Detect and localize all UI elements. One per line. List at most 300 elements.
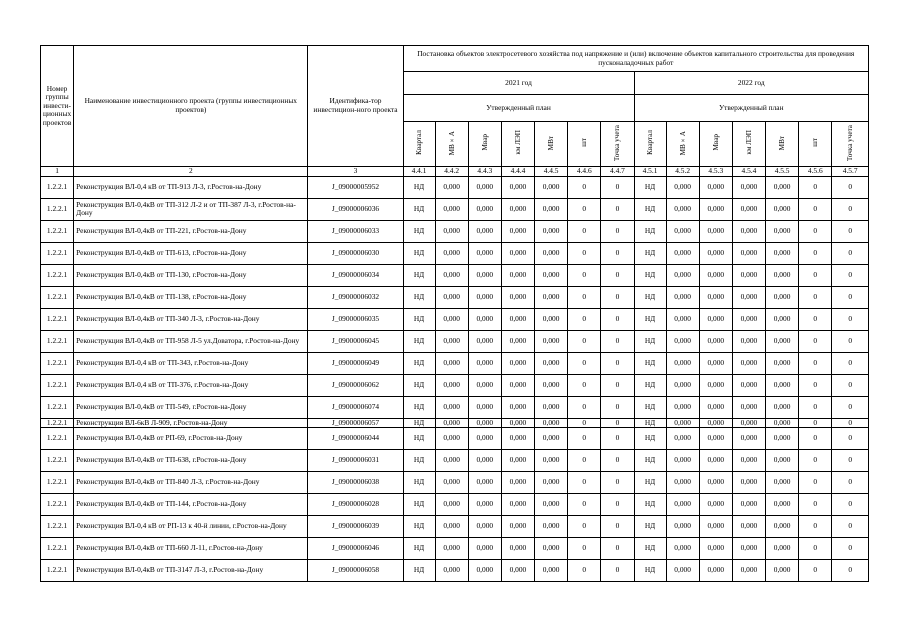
unit-header-label: Мвар <box>480 134 489 151</box>
table-row <box>41 242 869 264</box>
quarter-2022-cell: НД <box>634 428 666 450</box>
quarter-2022-cell: НД <box>634 516 666 538</box>
unit-header-2022-3 <box>732 122 765 167</box>
value-2022-cell: 0 <box>832 308 869 330</box>
value-2021-cell: 0,000 <box>501 396 534 418</box>
value-2022-cell: 0 <box>799 538 832 560</box>
column-number: 4.4.7 <box>601 167 634 177</box>
value-2021-cell: 0 <box>601 538 634 560</box>
value-2022-cell: 0 <box>799 198 832 220</box>
value-2022-cell: 0,000 <box>732 396 765 418</box>
project-name-cell: Реконструкция ВЛ-0,4кВ от РП-69, г.Ростов-на-Дону <box>74 428 308 450</box>
group-number-cell: 1.2.2.1 <box>41 330 74 352</box>
quarter-2022-cell: НД <box>634 396 666 418</box>
value-2022-cell: 0,000 <box>666 560 699 582</box>
value-2021-cell: 0,000 <box>468 538 501 560</box>
value-2021-cell: 0,000 <box>501 176 534 198</box>
value-2022-cell: 0,000 <box>732 428 765 450</box>
value-2021-cell: 0,000 <box>468 242 501 264</box>
project-name-cell: Реконструкция ВЛ-0,4 кВ от ТП-913 Л-3, г.Ростов-на-Дону <box>74 176 308 198</box>
value-2022-cell: 0 <box>799 494 832 516</box>
value-2021-cell: 0 <box>568 330 601 352</box>
group-number-cell: 1.2.2.1 <box>41 472 74 494</box>
quarter-2022-cell: НД <box>634 264 666 286</box>
unit-header-2022-4 <box>766 122 799 167</box>
table-row <box>41 538 869 560</box>
value-2021-cell: 0,000 <box>435 418 468 428</box>
project-name-cell: Реконструкция ВЛ-0,4кВ от ТП-340 Л-3, г.Ростов-на-Дону <box>74 308 308 330</box>
table-row <box>41 264 869 286</box>
quarter-2022-cell: НД <box>634 220 666 242</box>
group-number-cell: 1.2.2.1 <box>41 560 74 582</box>
value-2021-cell: 0,000 <box>535 560 568 582</box>
table-row <box>41 560 869 582</box>
value-2021-cell: 0,000 <box>501 516 534 538</box>
value-2022-cell: 0,000 <box>732 352 765 374</box>
value-2022-cell: 0,000 <box>732 330 765 352</box>
project-name-cell: Реконструкция ВЛ-0,4кВ от ТП-3147 Л-3, г.Ростов-на-Дону <box>74 560 308 582</box>
value-2021-cell: 0,000 <box>501 352 534 374</box>
header-plan-2022: Утвержденный план <box>634 95 869 122</box>
header-project-name: Наименование инвестиционного проекта (группы инвестиционных проектов) <box>74 46 308 167</box>
project-name-cell: Реконструкция ВЛ-0,4кВ от ТП-613, г.Ростов-на-Дону <box>74 242 308 264</box>
value-2022-cell: 0,000 <box>699 560 732 582</box>
column-number: 4.4.1 <box>403 167 435 177</box>
value-2021-cell: 0 <box>601 396 634 418</box>
column-number: 3 <box>308 167 403 177</box>
project-name-cell: Реконструкция ВЛ-0,4кВ от ТП-130, г.Ростов-на-Дону <box>74 264 308 286</box>
value-2021-cell: 0 <box>568 286 601 308</box>
value-2021-cell: 0,000 <box>435 538 468 560</box>
quarter-2022-cell: НД <box>634 374 666 396</box>
quarter-2022-cell: НД <box>634 198 666 220</box>
quarter-2022-cell: НД <box>634 286 666 308</box>
header-main-title: Постановка объектов электросетевого хозяйства под напряжение и (или) включение объектов капитального строительства для проведения пусконаладочных работ <box>403 46 868 72</box>
group-number-cell: 1.2.2.1 <box>41 428 74 450</box>
value-2021-cell: 0,000 <box>501 472 534 494</box>
quarter-2022-cell: НД <box>634 494 666 516</box>
value-2022-cell: 0,000 <box>766 538 799 560</box>
header-row-title <box>41 46 869 72</box>
value-2022-cell: 0 <box>832 286 869 308</box>
value-2022-cell: 0,000 <box>699 308 732 330</box>
project-id-cell: J_09000006049 <box>308 352 403 374</box>
value-2022-cell: 0 <box>832 472 869 494</box>
unit-header-label: км ЛЭП <box>513 130 522 156</box>
value-2022-cell: 0,000 <box>699 264 732 286</box>
unit-header-2022-5 <box>799 122 832 167</box>
value-2022-cell: 0,000 <box>666 396 699 418</box>
value-2021-cell: 0 <box>601 428 634 450</box>
value-2022-cell: 0,000 <box>666 176 699 198</box>
value-2021-cell: 0,000 <box>468 560 501 582</box>
value-2021-cell: 0,000 <box>435 352 468 374</box>
group-number-cell: 1.2.2.1 <box>41 286 74 308</box>
value-2022-cell: 0,000 <box>732 516 765 538</box>
value-2022-cell: 0,000 <box>699 450 732 472</box>
value-2022-cell: 0,000 <box>732 472 765 494</box>
value-2022-cell: 0,000 <box>766 242 799 264</box>
value-2021-cell: 0 <box>568 538 601 560</box>
value-2022-cell: 0,000 <box>766 516 799 538</box>
table-row <box>41 286 869 308</box>
project-id-cell: J_09000006038 <box>308 472 403 494</box>
value-2022-cell: 0,000 <box>732 176 765 198</box>
value-2021-cell: 0 <box>568 352 601 374</box>
value-2021-cell: 0,000 <box>435 286 468 308</box>
value-2022-cell: 0 <box>832 352 869 374</box>
quarter-2021-cell: НД <box>403 472 435 494</box>
value-2021-cell: 0,000 <box>435 176 468 198</box>
value-2022-cell: 0,000 <box>732 242 765 264</box>
unit-header-label: Точка учета <box>846 124 855 161</box>
header-project-id: Идентифика-тор инвестицион-ного проекта <box>308 46 403 167</box>
value-2022-cell: 0,000 <box>666 264 699 286</box>
value-2022-cell: 0,000 <box>699 428 732 450</box>
project-id-cell: J_09000006028 <box>308 494 403 516</box>
value-2021-cell: 0,000 <box>435 308 468 330</box>
unit-header-label: МВ×А <box>447 130 456 155</box>
value-2022-cell: 0,000 <box>699 352 732 374</box>
quarter-2021-cell: НД <box>403 516 435 538</box>
project-name-cell: Реконструкция ВЛ-0,4кВ от ТП-138, г.Ростов-на-Дону <box>74 286 308 308</box>
value-2022-cell: 0,000 <box>699 494 732 516</box>
quarter-2021-cell: НД <box>403 450 435 472</box>
value-2022-cell: 0,000 <box>732 264 765 286</box>
value-2021-cell: 0 <box>601 308 634 330</box>
project-id-cell: J_09000006032 <box>308 286 403 308</box>
value-2022-cell: 0 <box>799 286 832 308</box>
value-2022-cell: 0 <box>832 176 869 198</box>
value-2022-cell: 0,000 <box>732 220 765 242</box>
table-row <box>41 494 869 516</box>
value-2021-cell: 0,000 <box>435 450 468 472</box>
value-2021-cell: 0,000 <box>468 352 501 374</box>
value-2022-cell: 0,000 <box>766 198 799 220</box>
project-name-cell: Реконструкция ВЛ-0,4кВ от ТП-958 Л-5 ул.Доватора, г.Ростов-на-Дону <box>74 330 308 352</box>
header-group-number: Номер группы инвести-ционных проектов <box>41 46 74 167</box>
project-id-cell: J_09000006057 <box>308 418 403 428</box>
value-2022-cell: 0 <box>832 264 869 286</box>
group-number-cell: 1.2.2.1 <box>41 220 74 242</box>
value-2022-cell: 0,000 <box>732 374 765 396</box>
value-2021-cell: 0 <box>568 176 601 198</box>
table-row <box>41 450 869 472</box>
value-2021-cell: 0,000 <box>535 450 568 472</box>
value-2021-cell: 0,000 <box>501 494 534 516</box>
value-2021-cell: 0,000 <box>535 330 568 352</box>
value-2022-cell: 0,000 <box>666 516 699 538</box>
group-number-cell: 1.2.2.1 <box>41 396 74 418</box>
value-2022-cell: 0 <box>832 538 869 560</box>
group-number-cell: 1.2.2.1 <box>41 418 74 428</box>
value-2022-cell: 0 <box>832 220 869 242</box>
document-page <box>40 45 869 582</box>
quarter-2021-cell: НД <box>403 176 435 198</box>
value-2021-cell: 0,000 <box>501 286 534 308</box>
value-2021-cell: 0,000 <box>535 242 568 264</box>
value-2021-cell: 0 <box>601 264 634 286</box>
value-2021-cell: 0,000 <box>501 198 534 220</box>
quarter-2021-cell: НД <box>403 242 435 264</box>
value-2021-cell: 0,000 <box>468 264 501 286</box>
value-2021-cell: 0 <box>601 176 634 198</box>
quarter-2022-cell: НД <box>634 242 666 264</box>
column-number: 2 <box>74 167 308 177</box>
value-2021-cell: 0 <box>568 516 601 538</box>
value-2021-cell: 0,000 <box>535 428 568 450</box>
value-2021-cell: 0 <box>568 450 601 472</box>
table-row <box>41 198 869 220</box>
unit-header-2022-6 <box>832 122 869 167</box>
value-2022-cell: 0 <box>799 450 832 472</box>
quarter-2021-cell: НД <box>403 308 435 330</box>
value-2022-cell: 0,000 <box>732 198 765 220</box>
quarter-2021-cell: НД <box>403 374 435 396</box>
project-name-cell: Реконструкция ВЛ-0,4 кВ от ТП-343, г.Ростов-на-Дону <box>74 352 308 374</box>
value-2022-cell: 0,000 <box>699 330 732 352</box>
quarter-2021-cell: НД <box>403 494 435 516</box>
table-row <box>41 330 869 352</box>
value-2021-cell: 0,000 <box>468 308 501 330</box>
value-2021-cell: 0 <box>568 264 601 286</box>
table-row <box>41 418 869 428</box>
value-2022-cell: 0 <box>799 308 832 330</box>
value-2022-cell: 0 <box>832 198 869 220</box>
value-2022-cell: 0 <box>799 242 832 264</box>
project-id-cell: J_09000006034 <box>308 264 403 286</box>
project-name-cell: Реконструкция ВЛ-0,4кВ от ТП-221, г.Ростов-на-Дону <box>74 220 308 242</box>
quarter-2021-cell: НД <box>403 418 435 428</box>
quarter-2021-cell: НД <box>403 330 435 352</box>
value-2021-cell: 0 <box>601 560 634 582</box>
project-id-cell: J_09000006062 <box>308 374 403 396</box>
value-2021-cell: 0,000 <box>535 516 568 538</box>
value-2022-cell: 0,000 <box>666 286 699 308</box>
unit-header-label: МВт <box>547 135 556 150</box>
value-2021-cell: 0 <box>568 428 601 450</box>
value-2021-cell: 0,000 <box>468 450 501 472</box>
group-number-cell: 1.2.2.1 <box>41 538 74 560</box>
quarter-2021-cell: НД <box>403 220 435 242</box>
value-2022-cell: 0,000 <box>732 560 765 582</box>
quarter-2021-cell: НД <box>403 198 435 220</box>
group-number-cell: 1.2.2.1 <box>41 242 74 264</box>
value-2022-cell: 0,000 <box>732 450 765 472</box>
value-2022-cell: 0,000 <box>699 516 732 538</box>
unit-header-label: шт <box>811 138 820 148</box>
group-number-cell: 1.2.2.1 <box>41 308 74 330</box>
header-year-2021: 2021 год <box>403 72 634 95</box>
unit-header-label: Мвар <box>711 134 720 151</box>
project-name-cell: Реконструкция ВЛ-0,4кВ от ТП-144, г.Ростов-на-Дону <box>74 494 308 516</box>
value-2022-cell: 0 <box>832 428 869 450</box>
value-2022-cell: 0,000 <box>699 418 732 428</box>
value-2021-cell: 0 <box>601 220 634 242</box>
unit-header-2021-2 <box>468 122 501 167</box>
unit-header-2022-0 <box>634 122 666 167</box>
unit-header-label: Квартал <box>415 130 424 156</box>
value-2021-cell: 0,000 <box>535 308 568 330</box>
value-2022-cell: 0,000 <box>699 220 732 242</box>
value-2021-cell: 0,000 <box>535 538 568 560</box>
value-2022-cell: 0,000 <box>766 176 799 198</box>
value-2022-cell: 0,000 <box>766 494 799 516</box>
project-id-cell: J_09000006033 <box>308 220 403 242</box>
value-2021-cell: 0,000 <box>468 176 501 198</box>
value-2022-cell: 0,000 <box>666 198 699 220</box>
project-name-cell: Реконструкция ВЛ-0,4кВ от ТП-638, г.Ростов-на-Дону <box>74 450 308 472</box>
column-number: 4.5.3 <box>699 167 732 177</box>
value-2022-cell: 0 <box>832 418 869 428</box>
value-2022-cell: 0 <box>799 428 832 450</box>
value-2021-cell: 0,000 <box>468 494 501 516</box>
project-name-cell: Реконструкция ВЛ-0,4кВ от ТП-549, г.Ростов-на-Дону <box>74 396 308 418</box>
column-number: 4.5.5 <box>766 167 799 177</box>
value-2022-cell: 0,000 <box>666 472 699 494</box>
value-2021-cell: 0,000 <box>468 286 501 308</box>
value-2022-cell: 0,000 <box>699 242 732 264</box>
quarter-2022-cell: НД <box>634 308 666 330</box>
value-2021-cell: 0,000 <box>435 494 468 516</box>
value-2021-cell: 0,000 <box>468 428 501 450</box>
value-2021-cell: 0,000 <box>435 374 468 396</box>
table-row <box>41 220 869 242</box>
project-id-cell: J_09000006036 <box>308 198 403 220</box>
value-2021-cell: 0,000 <box>501 308 534 330</box>
value-2022-cell: 0,000 <box>666 242 699 264</box>
value-2021-cell: 0,000 <box>468 472 501 494</box>
value-2022-cell: 0 <box>832 494 869 516</box>
value-2022-cell: 0,000 <box>732 418 765 428</box>
unit-header-2021-5 <box>568 122 601 167</box>
value-2022-cell: 0 <box>799 352 832 374</box>
table-row <box>41 516 869 538</box>
value-2021-cell: 0 <box>601 198 634 220</box>
value-2022-cell: 0,000 <box>766 396 799 418</box>
value-2021-cell: 0,000 <box>535 472 568 494</box>
value-2021-cell: 0,000 <box>501 450 534 472</box>
value-2021-cell: 0,000 <box>468 516 501 538</box>
group-number-cell: 1.2.2.1 <box>41 516 74 538</box>
project-id-cell: J_09000006045 <box>308 330 403 352</box>
value-2022-cell: 0,000 <box>732 538 765 560</box>
value-2022-cell: 0 <box>799 472 832 494</box>
table-row <box>41 472 869 494</box>
quarter-2022-cell: НД <box>634 418 666 428</box>
value-2022-cell: 0 <box>832 396 869 418</box>
quarter-2022-cell: НД <box>634 330 666 352</box>
value-2022-cell: 0,000 <box>699 176 732 198</box>
value-2021-cell: 0,000 <box>435 428 468 450</box>
project-id-cell: J_09000006035 <box>308 308 403 330</box>
value-2021-cell: 0,000 <box>535 494 568 516</box>
value-2021-cell: 0,000 <box>501 264 534 286</box>
value-2021-cell: 0,000 <box>535 198 568 220</box>
header-year-2022: 2022 год <box>634 72 869 95</box>
column-number: 4.5.6 <box>799 167 832 177</box>
value-2022-cell: 0,000 <box>666 352 699 374</box>
value-2022-cell: 0 <box>832 450 869 472</box>
project-id-cell: J_09000006031 <box>308 450 403 472</box>
project-name-cell: Реконструкция ВЛ-6кВ Л-909, г.Ростов-на-Дону <box>74 418 308 428</box>
value-2021-cell: 0,000 <box>435 198 468 220</box>
value-2021-cell: 0 <box>601 374 634 396</box>
column-number: 4.5.2 <box>666 167 699 177</box>
value-2021-cell: 0 <box>568 242 601 264</box>
value-2022-cell: 0,000 <box>666 374 699 396</box>
project-id-cell: J_09000006074 <box>308 396 403 418</box>
quarter-2021-cell: НД <box>403 560 435 582</box>
quarter-2021-cell: НД <box>403 286 435 308</box>
value-2021-cell: 0 <box>568 396 601 418</box>
group-number-cell: 1.2.2.1 <box>41 352 74 374</box>
quarter-2022-cell: НД <box>634 538 666 560</box>
value-2022-cell: 0 <box>799 516 832 538</box>
value-2022-cell: 0 <box>832 330 869 352</box>
table-row <box>41 428 869 450</box>
value-2022-cell: 0,000 <box>732 494 765 516</box>
value-2022-cell: 0,000 <box>766 286 799 308</box>
column-number: 4.4.3 <box>468 167 501 177</box>
value-2021-cell: 0,000 <box>501 330 534 352</box>
value-2021-cell: 0,000 <box>435 220 468 242</box>
quarter-2022-cell: НД <box>634 176 666 198</box>
value-2022-cell: 0,000 <box>699 198 732 220</box>
value-2021-cell: 0,000 <box>435 516 468 538</box>
value-2021-cell: 0,000 <box>501 374 534 396</box>
unit-header-label: шт <box>580 138 589 148</box>
value-2021-cell: 0 <box>601 516 634 538</box>
unit-header-2021-1 <box>435 122 468 167</box>
value-2021-cell: 0,000 <box>435 264 468 286</box>
quarter-2022-cell: НД <box>634 472 666 494</box>
quarter-2021-cell: НД <box>403 538 435 560</box>
value-2021-cell: 0,000 <box>535 286 568 308</box>
value-2021-cell: 0 <box>601 330 634 352</box>
column-number: 4.4.6 <box>568 167 601 177</box>
value-2021-cell: 0 <box>568 308 601 330</box>
header-plan-2021: Утвержденный план <box>403 95 634 122</box>
quarter-2021-cell: НД <box>403 428 435 450</box>
value-2021-cell: 0 <box>568 494 601 516</box>
value-2021-cell: 0,000 <box>435 472 468 494</box>
table-row <box>41 176 869 198</box>
value-2022-cell: 0,000 <box>732 308 765 330</box>
value-2022-cell: 0,000 <box>666 220 699 242</box>
project-id-cell: J_09000006030 <box>308 242 403 264</box>
value-2021-cell: 0,000 <box>435 396 468 418</box>
value-2021-cell: 0 <box>601 352 634 374</box>
value-2022-cell: 0 <box>799 220 832 242</box>
value-2021-cell: 0,000 <box>535 176 568 198</box>
project-name-cell: Реконструкция ВЛ-0,4 кВ от РП-13 к 40-й линии, г.Ростов-на-Дону <box>74 516 308 538</box>
unit-header-2022-1 <box>666 122 699 167</box>
unit-header-label: км ЛЭП <box>744 130 753 156</box>
group-number-cell: 1.2.2.1 <box>41 198 74 220</box>
value-2022-cell: 0,000 <box>699 286 732 308</box>
value-2021-cell: 0,000 <box>535 352 568 374</box>
project-name-cell: Реконструкция ВЛ-0,4кВ от ТП-312 Л-2 и от ТП-387 Л-3, г.Ростов-на-Дону <box>74 198 308 220</box>
value-2021-cell: 0 <box>568 418 601 428</box>
project-id-cell: J_09000006046 <box>308 538 403 560</box>
value-2022-cell: 0 <box>799 330 832 352</box>
value-2021-cell: 0,000 <box>501 418 534 428</box>
value-2021-cell: 0 <box>568 472 601 494</box>
value-2022-cell: 0,000 <box>666 428 699 450</box>
value-2022-cell: 0 <box>799 418 832 428</box>
value-2022-cell: 0,000 <box>666 308 699 330</box>
